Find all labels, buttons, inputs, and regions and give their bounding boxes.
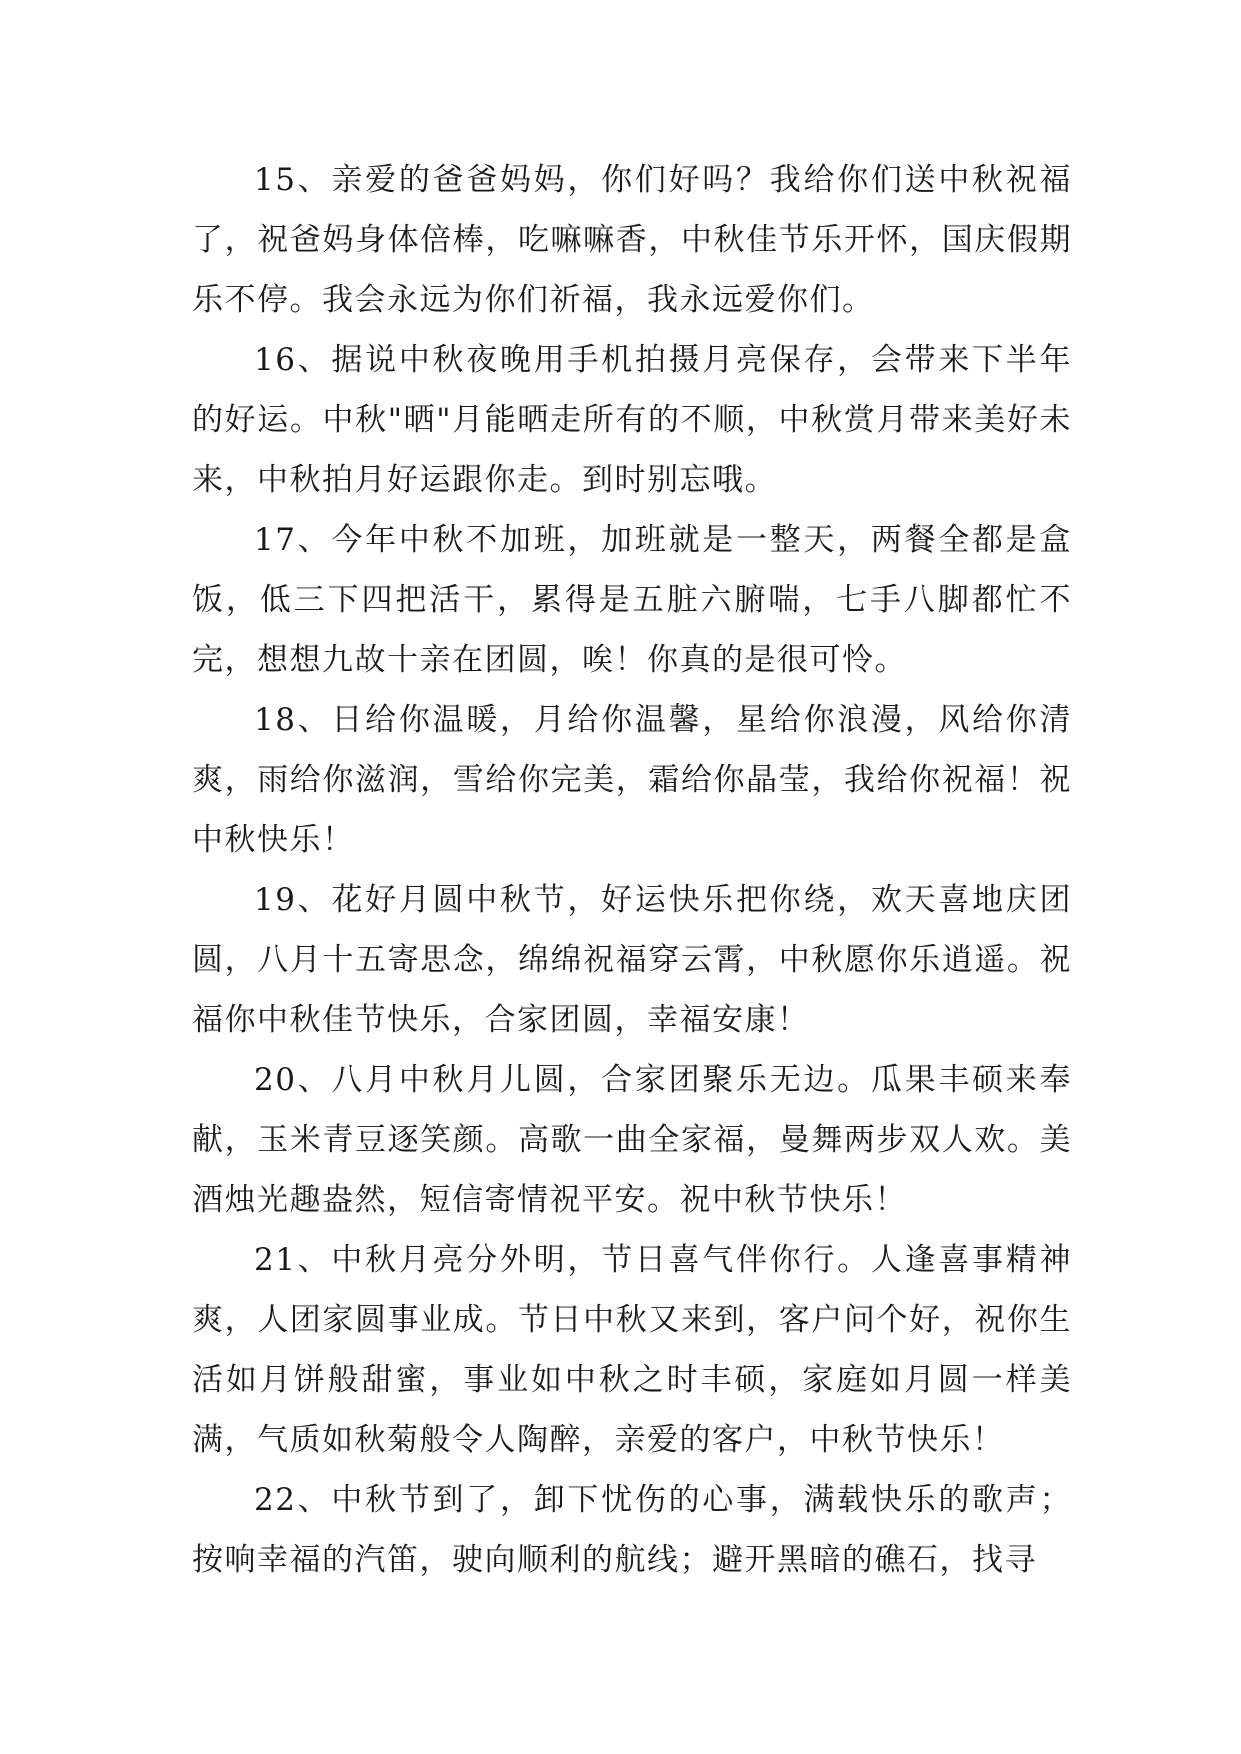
paragraph-16: 16、据说中秋夜晚用手机拍摄月亮保存，会带来下半年的好运。中秋"晒"月能晒走所有的不顺，中秋赏月带来美好未来，中秋拍月好运跟你走。到时别忘哦。 [192,342,1072,498]
paragraph-19: 19、花好月圆中秋节，好运快乐把你绕，欢天喜地庆团圆，八月十五寄思念，绵绵祝福穿云霄，中秋愿你乐逍遥。祝福你中秋佳节快乐，合家团圆，幸福安康！ [192,882,1072,1038]
paragraph-17: 17、今年中秋不加班，加班就是一整天，两餐全都是盒饭，低三下四把活干，累得是五脏六腑喘，七手八脚都忙不完，想想九故十亲在团圆，唉！你真的是很可怜。 [192,522,1072,678]
paragraph-20: 20、八月中秋月儿圆，合家团聚乐无边。瓜果丰硕来奉献，玉米青豆逐笑颜。高歌一曲全家福，曼舞两步双人欢。美酒烛光趣盎然，短信寄情祝平安。祝中秋节快乐！ [192,1062,1072,1218]
paragraph-21: 21、中秋月亮分外明，节日喜气伴你行。人逢喜事精神爽，人团家圆事业成。节日中秋又来到，客户问个好，祝你生活如月饼般甜蜜，事业如中秋之时丰硕，家庭如月圆一样美满，气质如秋菊般令人陶醉，亲爱的客户，中秋节快乐！ [192,1242,1072,1458]
document-body [192,150,1072,1590]
paragraph-22: 22、中秋节到了，卸下忧伤的心事，满载快乐的歌声；按响幸福的汽笛，驶向顺利的航线；避开黑暗的礁石，找寻 [192,1482,1072,1578]
paragraph-15: 15、亲爱的爸爸妈妈，你们好吗？我给你们送中秋祝福了，祝爸妈身体倍棒，吃嘛嘛香，中秋佳节乐开怀，国庆假期乐不停。我会永远为你们祈福，我永远爱你们。 [192,162,1072,318]
paragraph-18: 18、日给你温暖，月给你温馨，星给你浪漫，风给你清爽，雨给你滋润，雪给你完美，霜给你晶莹，我给你祝福！祝中秋快乐！ [192,702,1072,858]
